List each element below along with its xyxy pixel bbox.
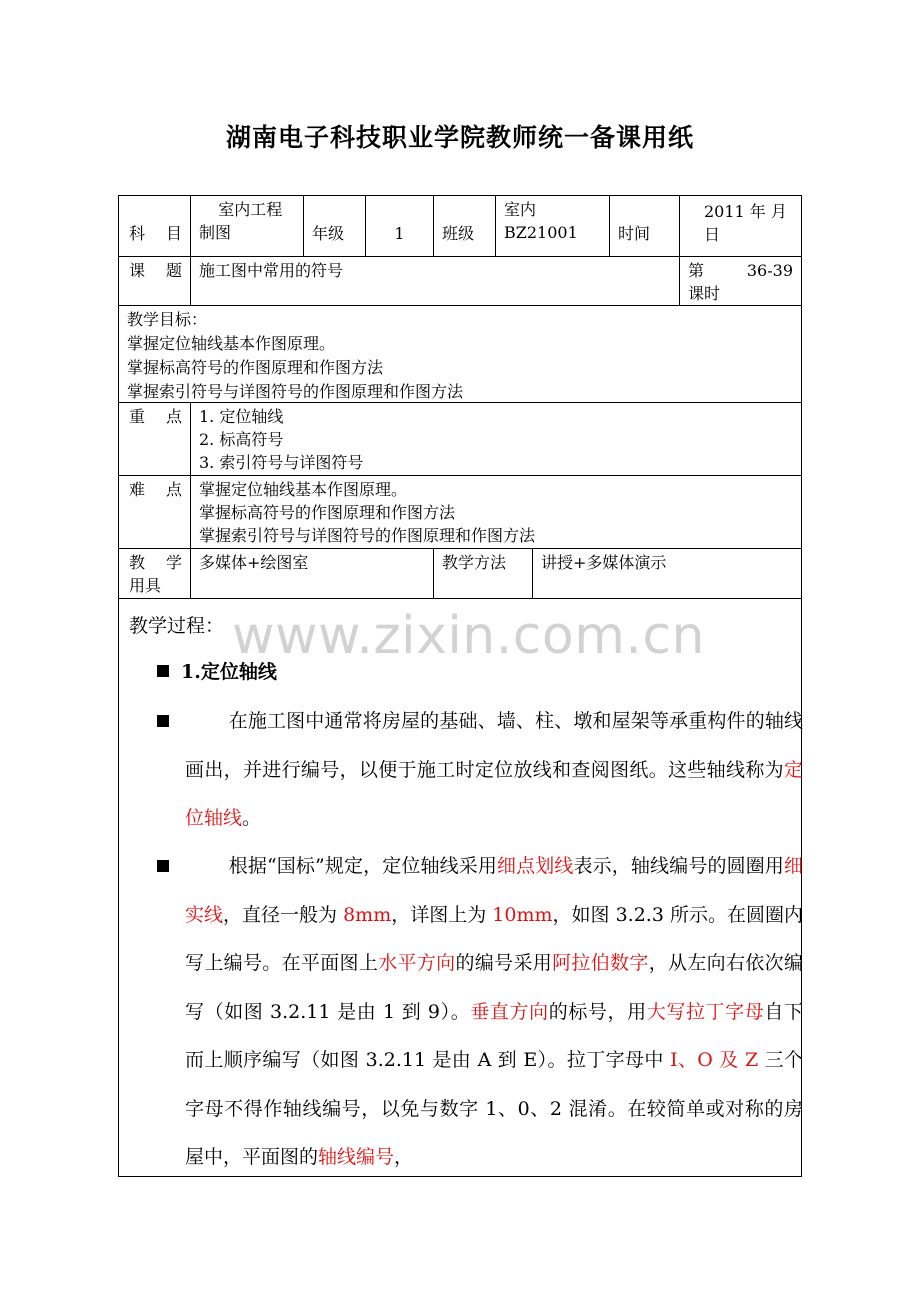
subject-value: 室内工程制图: [191, 196, 304, 256]
key-point-item: 2. 标高符号: [199, 430, 284, 449]
time-value: 2011 年 月 日: [704, 202, 787, 244]
text-run: ，: [394, 1146, 414, 1168]
text-run: 自下而上顺序编写（如图 3.2.11 是由 A 到 E）。拉丁字母中: [185, 1000, 803, 1071]
text-run: ，直径一般为: [223, 903, 344, 926]
method-label: 教学方法: [434, 549, 533, 598]
key-points-label-cell: [119, 403, 191, 475]
highlighted-term: 8mm: [343, 903, 392, 926]
highlighted-term: 细实线: [185, 855, 803, 926]
watermark: www.zixin.com.cn: [232, 606, 705, 666]
paragraph-2: [157, 842, 803, 1182]
text-run: ，从左向右依次编写（如图 3.2.11 是由 1 到 9）。: [185, 952, 803, 1023]
difficult-points-list: [191, 476, 801, 548]
tools-label-line2: 用具: [129, 576, 162, 595]
key-point-item: 1. 定位轴线: [199, 407, 284, 426]
tools-value: 多媒体+绘图室: [191, 549, 434, 598]
period-line: [688, 259, 793, 282]
text-run: 的编号采用: [455, 952, 553, 974]
key-points-row: [119, 403, 801, 476]
text-run: 根据“国标”规定，定位轴线采用: [228, 855, 498, 877]
paragraph-2-text: [157, 842, 803, 1182]
objective-item: 掌握标高符号的作图原理和作图方法: [127, 358, 384, 377]
difficult-points-label-cell: [119, 476, 191, 548]
grade-label: 年级: [304, 196, 366, 256]
text-run: 表示，轴线编号的圆圈用: [573, 855, 784, 877]
objective-item: 掌握定位轴线基本作图原理。: [127, 334, 336, 353]
highlighted-term: 垂直方向: [470, 1000, 549, 1023]
period-range: 36-39: [746, 261, 793, 280]
paragraph-1: [157, 697, 803, 843]
class-label: 班级: [434, 196, 496, 256]
key-points-label: 重 点: [129, 407, 182, 426]
objectives-label: 教学目标：: [127, 310, 208, 329]
difficult-points-label: 难 点: [129, 480, 182, 499]
method-value: 讲授+多媒体演示: [541, 553, 667, 572]
highlighted-term: 水平方向: [378, 952, 456, 974]
difficult-point-item: 掌握标高符号的作图原理和作图方法: [199, 503, 456, 522]
tools-row: [119, 549, 801, 599]
period-cell: [680, 257, 801, 305]
objective-item: 掌握索引符号与详图符号的作图原理和作图方法: [127, 382, 464, 401]
topic-value: 施工图中常用的符号: [191, 257, 680, 305]
highlighted-term: I、O 及 Z: [670, 1049, 759, 1071]
process-label: 教学过程：: [129, 615, 225, 637]
topic-row: [119, 257, 801, 306]
square-bullet-icon: [157, 860, 169, 872]
difficult-point-item: 掌握定位轴线基本作图原理。: [199, 480, 408, 499]
topic-label: 课 题: [129, 261, 182, 280]
square-bullet-icon: [157, 665, 169, 677]
section-heading: [157, 657, 277, 684]
highlighted-term: 定位轴线: [185, 758, 803, 829]
subject-label: 科 目: [129, 224, 182, 243]
header-row: [119, 196, 801, 257]
text-run: ，如图 3.2.3 所示。在圆圈内写上编号。在平面图上: [185, 903, 803, 974]
time-label: 时间: [610, 196, 680, 256]
square-bullet-icon: [157, 715, 169, 727]
section-heading-text: 1.定位轴线: [181, 661, 277, 683]
period-prefix: 第: [688, 261, 705, 280]
subject-label-cell: [119, 196, 191, 256]
objectives-row: [119, 306, 801, 403]
highlighted-term: 细点划线: [497, 855, 574, 877]
tools-label-cell: [119, 549, 191, 598]
paragraph-1-text: [157, 697, 803, 843]
key-points-list: [191, 403, 801, 475]
class-value: 室内 BZ21001: [496, 196, 610, 256]
highlighted-term: 10mm: [492, 903, 553, 926]
difficult-points-row: [119, 476, 801, 549]
tools-label-line1: 教 学: [129, 553, 182, 572]
text-run: 。: [242, 807, 262, 829]
text-run: ，详图上为: [391, 903, 493, 926]
topic-label-cell: [119, 257, 191, 305]
highlighted-term: 大写拉丁字母: [646, 1000, 765, 1023]
text-run: 在施工图中通常将房屋的基础、墙、柱、墩和屋架等承重构件的轴线画出，并进行编号，以便于施工时定位放线和查阅图纸。这些轴线称为: [185, 710, 803, 781]
key-point-item: 3. 索引符号与详图符号: [199, 453, 364, 472]
document-title: 湖南电子科技职业学院教师统一备课用纸: [225, 123, 694, 152]
text-run: 的标号，用: [548, 1000, 647, 1023]
grade-value: 1: [366, 196, 434, 256]
text-run: 三个字母不得作轴线编号，以免与数字 1、0、2 混淆。在较简单或对称的房屋中，平面图的: [185, 1049, 803, 1168]
lesson-plan-table: [118, 195, 802, 1177]
highlighted-term: 阿拉伯数字: [552, 952, 649, 974]
difficult-point-item: 掌握索引符号与详图符号的作图原理和作图方法: [199, 526, 536, 545]
period-suffix: 课时: [688, 284, 721, 303]
highlighted-term: 轴线编号: [318, 1146, 395, 1168]
